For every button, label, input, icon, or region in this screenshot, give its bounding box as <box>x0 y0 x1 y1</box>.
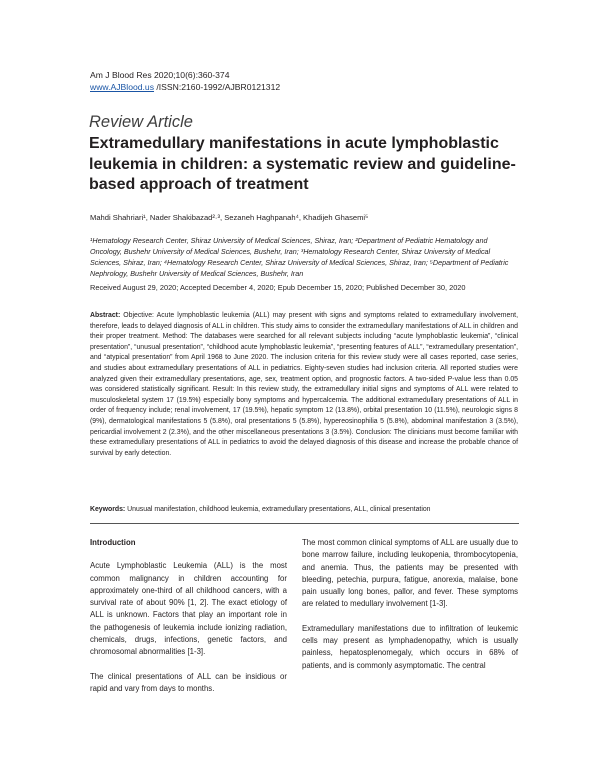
journal-header <box>90 69 280 93</box>
section-divider <box>90 523 519 524</box>
body-paragraph: Acute Lymphoblastic Leukemia (ALL) is the most common malignancy in children accounting for approximately one-third of all childhood cancers, with a survival rate of about 90% [1, 2]. The exact etiology of ALL is unknown. Factors that play an important role in the pathogenesis of leukemia include ionizing radiation, chemicals, drugs, infections, genetic factors, and chromosomal abnormalities [1-3]. <box>90 561 287 657</box>
publication-dates: Received August 29, 2020; Accepted December 4, 2020; Epub December 15, 2020; Published December 30, 2020 <box>90 283 466 292</box>
keywords-label: Keywords: <box>90 506 126 513</box>
article-title: Extramedullary manifestations in acute lymphoblastic leukemia in children: a systematic review and guideline-based approach of treatment <box>89 135 516 193</box>
body-column-left <box>90 537 287 707</box>
body-paragraph: Extramedullary manifestations due to infiltration of leukemic cells may present as lymphadenopathy, which is usually painless, hepatosplenomegaly, which occurs in 68% of patients, and is commonly asymptomatic. The central <box>302 623 518 670</box>
abstract-label: Abstract: <box>90 312 121 319</box>
abstract-text: Objective: Acute lymphoblastic leukemia (ALL) may present with signs and symptoms related to extramedullary involvement, therefore, leads to delayed diagnosis of ALL in children. This study aims to consider the extramedullary manifestations of ALL in children and their proper treatment. Method: The databases were searched for all relevant subjects including “acute lymphoblastic leukemia”, “clinical presentation”, “unusual presentation”, “childhood acute lymphoblastic leukemia”, “presenting features of ALL”, “extramedullary presentation”, and “atypical presentation” from April 1968 to June 2020. The inclusion criteria for this review study were all cases reported, case series, and studies about extramedullary presentations of ALL in pediatrics. Eighty-seven studies had inclusion criteria. All reported studies were analyzed given their extramedullary presentations, age, sex, treatment option, and prognostic factors. A two-sided P-value less than 0.05 was considered statistically significant. Result: In this review study, the extramedullary initial signs and symptoms of ALL were related to musculoskeletal system 17 (19.5%) especially bony symptoms and hypercalcemia. The additional extramedullary presentations of ALL in order of frequency include; renal involvement, 17 (19.5%), hepatic symptom 12 (13.8%), orbital presentation 10 (11.5%), neurologic signs 8 (9%), dermatological manifestations 5 (5.8%), oral presentations 5 (5.8%), hypereosinophilia 5 (5.8%), abdominal manifestation 3 (3.5%), pericardial involvement 2 (2.3%), and the other miscellaneous presentations 3 (3.5%). Conclusion: The clinicians must become familiar with these extramedullary presentations of ALL in pediatrics to avoid the delayed diagnosis of this disease and increase the probable chance of survival by early detection. <box>90 312 518 457</box>
body-paragraph: The clinical presentations of ALL can be insidious or rapid and vary from days to months. <box>90 671 287 693</box>
body-paragraph: The most common clinical symptoms of ALL are usually due to bone marrow failure, including leukopenia, thrombocytopenia, and anemia. Thus, the patients may be presented with bleeding, petechia, purpura, fatigue, anorexia, malaise, bone pain usually long bones, pallor, and fever. These symptoms are related to medullary involvement [1-3]. <box>302 538 518 609</box>
journal-issn: /ISSN:2160-1992/AJBR0121312 <box>154 82 281 92</box>
keywords <box>90 505 518 516</box>
journal-citation: Am J Blood Res 2020;10(6):360-374 <box>90 70 230 80</box>
keywords-text: Unusual manifestation, childhood leukemia, extramedullary presentations, ALL, clinical presentation <box>125 506 431 513</box>
author-affiliations: ¹Hematology Research Center, Shiraz University of Medical Sciences, Shiraz, Iran; ²Department of Pediatric Hematology and Oncology, Bushehr University of Medical Sciences, Bushehr, Iran; ³Hematology Research Center, Shiraz University of Medical Sciences, Shiraz, Iran; ⁴Hematology Research Center, Shiraz University of Medical Sciences, Shiraz, Iran; ⁵Department of Pediatric Nephrology, Bushehr University of Medical Sciences, Bushehr, Iran <box>90 236 509 278</box>
article-type-label: Review Article <box>89 113 193 131</box>
journal-link-line <box>90 81 280 93</box>
introduction-heading: Introduction <box>90 538 136 547</box>
abstract <box>90 311 518 459</box>
author-list: Mahdi Shahriari¹, Nader Shakibazad²·³, Sezaneh Haghpanah⁴, Khadijeh Ghasemi⁵ <box>90 213 369 222</box>
journal-website-link[interactable]: www.AJBlood.us <box>90 82 155 92</box>
body-column-right <box>302 537 518 684</box>
